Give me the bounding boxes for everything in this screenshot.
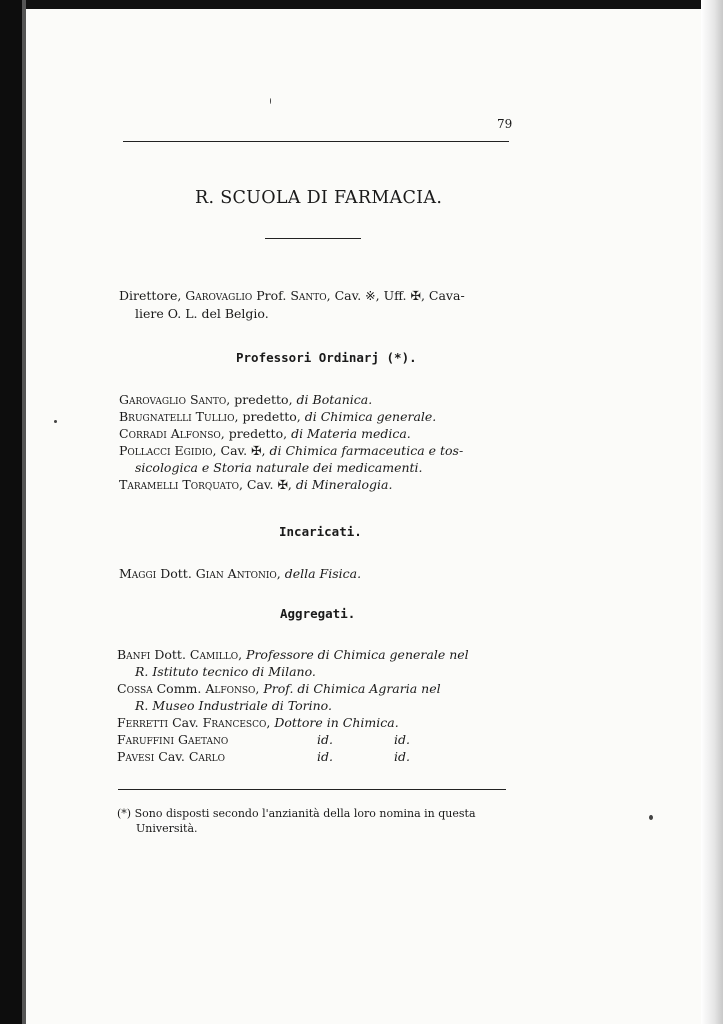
aggregato-detail: Cav. [172,715,199,730]
incaricato-entry [119,565,361,582]
professor-entry [119,391,372,408]
director-label: Direttore, [119,288,182,303]
director-line-2: liere O. L. del Belgio. [135,306,269,321]
professor-subject: di Mineralogia. [295,477,393,492]
aggregato-entry [117,731,228,748]
aggregato-subject-b: id. [394,749,410,764]
aggregato-detail: Dott. [154,647,186,662]
director-firstname: Santo, [290,288,331,303]
professor-name: Garovaglio Santo, [119,392,231,407]
scan-binding-shadow [22,0,26,1024]
title-divider [265,238,361,239]
scan-top-edge [0,0,723,9]
scan-speck [270,98,271,104]
professor-subject: di Chimica generale. [304,409,437,424]
professor-detail: predetto, [242,409,301,424]
aggregato-entry [117,714,399,731]
aggregato-name: Cossa [117,681,153,696]
professor-name: Corradi Alfonso, [119,426,225,441]
aggregato-entry [117,646,469,663]
aggregato-name: Banfi [117,647,151,662]
aggregato-subject: Prof. di Chimica Agraria nel [263,681,441,696]
book-page [26,9,701,1024]
scan-right-edge [701,0,723,1024]
director-line-1 [119,287,465,304]
professor-entry-continuation [135,459,423,476]
aggregato-subject: Professore di Chimica generale nel [246,647,469,662]
aggregato-name: Faruffini Gaetano [117,732,229,747]
aggregato-subject: id. [317,732,333,747]
professor-entry [119,408,436,425]
aggregato-firstname: Alfonso, [205,681,260,696]
professor-subject: di Chimica farmaceutica e tos- [269,443,464,458]
professor-name: Taramelli Torquato, [119,477,243,492]
professor-entry [119,476,393,493]
director-title: Prof. [256,288,287,303]
scan-speck [54,420,57,423]
professor-name: Pollacci Egidio, [119,443,217,458]
aggregato-subject-b: id. [394,732,410,747]
incaricato-firstname: Gian Antonio, [195,566,281,581]
incaricato-subject: della Fisica. [284,566,362,581]
incaricati-heading: Incaricati. [279,524,362,539]
professors-heading: Professori Ordinarj (*). [236,350,417,365]
aggregato-entry [117,748,225,765]
professor-detail: predetto, [234,392,293,407]
professor-entry [119,442,463,459]
aggregato-subject-continued: R. Istituto tecnico di Milano. [135,664,316,679]
aggregato-detail: Comm. [156,681,202,696]
footnote-line-1: (*) Sono disposti secondo l'anzianità della loro nomina in questa [117,807,476,820]
director-honors: Cav. ※, Uff. ✠, Cava- [334,288,465,303]
aggregato-firstname: Francesco, [202,715,271,730]
aggregato-entry-continuation [135,697,332,714]
aggregato-entry [117,680,441,697]
professor-subject: di Materia medica. [291,426,411,441]
professor-name: Brugnatelli Tullio, [119,409,239,424]
director-surname: Garovaglio [185,288,253,303]
header-rule [123,141,509,142]
aggregato-subject: Dottore in Chimica. [274,715,399,730]
professor-detail: predetto, [228,426,288,441]
footnote-line-2: Università. [136,822,198,835]
aggregati-heading: Aggregati. [280,606,356,621]
aggregato-entry-continuation [135,663,316,680]
page-number: 79 [497,117,513,131]
aggregato-firstname: Camillo, [189,647,243,662]
professor-subject: di Botanica. [296,392,373,407]
scan-speck [649,815,653,820]
aggregato-subject-continued: R. Museo Industriale di Torino. [135,698,332,713]
aggregato-subject: id. [317,749,333,764]
aggregato-detail: Cav. [158,749,185,764]
incaricato-name: Maggi [119,566,157,581]
aggregato-firstname: Carlo [188,749,226,764]
incaricato-detail: Dott. [160,566,192,581]
footnote-rule [118,789,506,790]
professor-detail: Cav. ✠, [220,443,266,458]
professor-subject-continued: sicologica e Storia naturale dei medicamenti. [135,460,423,475]
page-title: R. SCUOLA DI FARMACIA. [195,188,443,208]
scan-left-edge [0,0,22,1024]
aggregato-name: Ferretti [117,715,169,730]
aggregato-name: Pavesi [117,749,155,764]
professor-detail: Cav. ✠, [246,477,292,492]
professor-entry [119,425,411,442]
